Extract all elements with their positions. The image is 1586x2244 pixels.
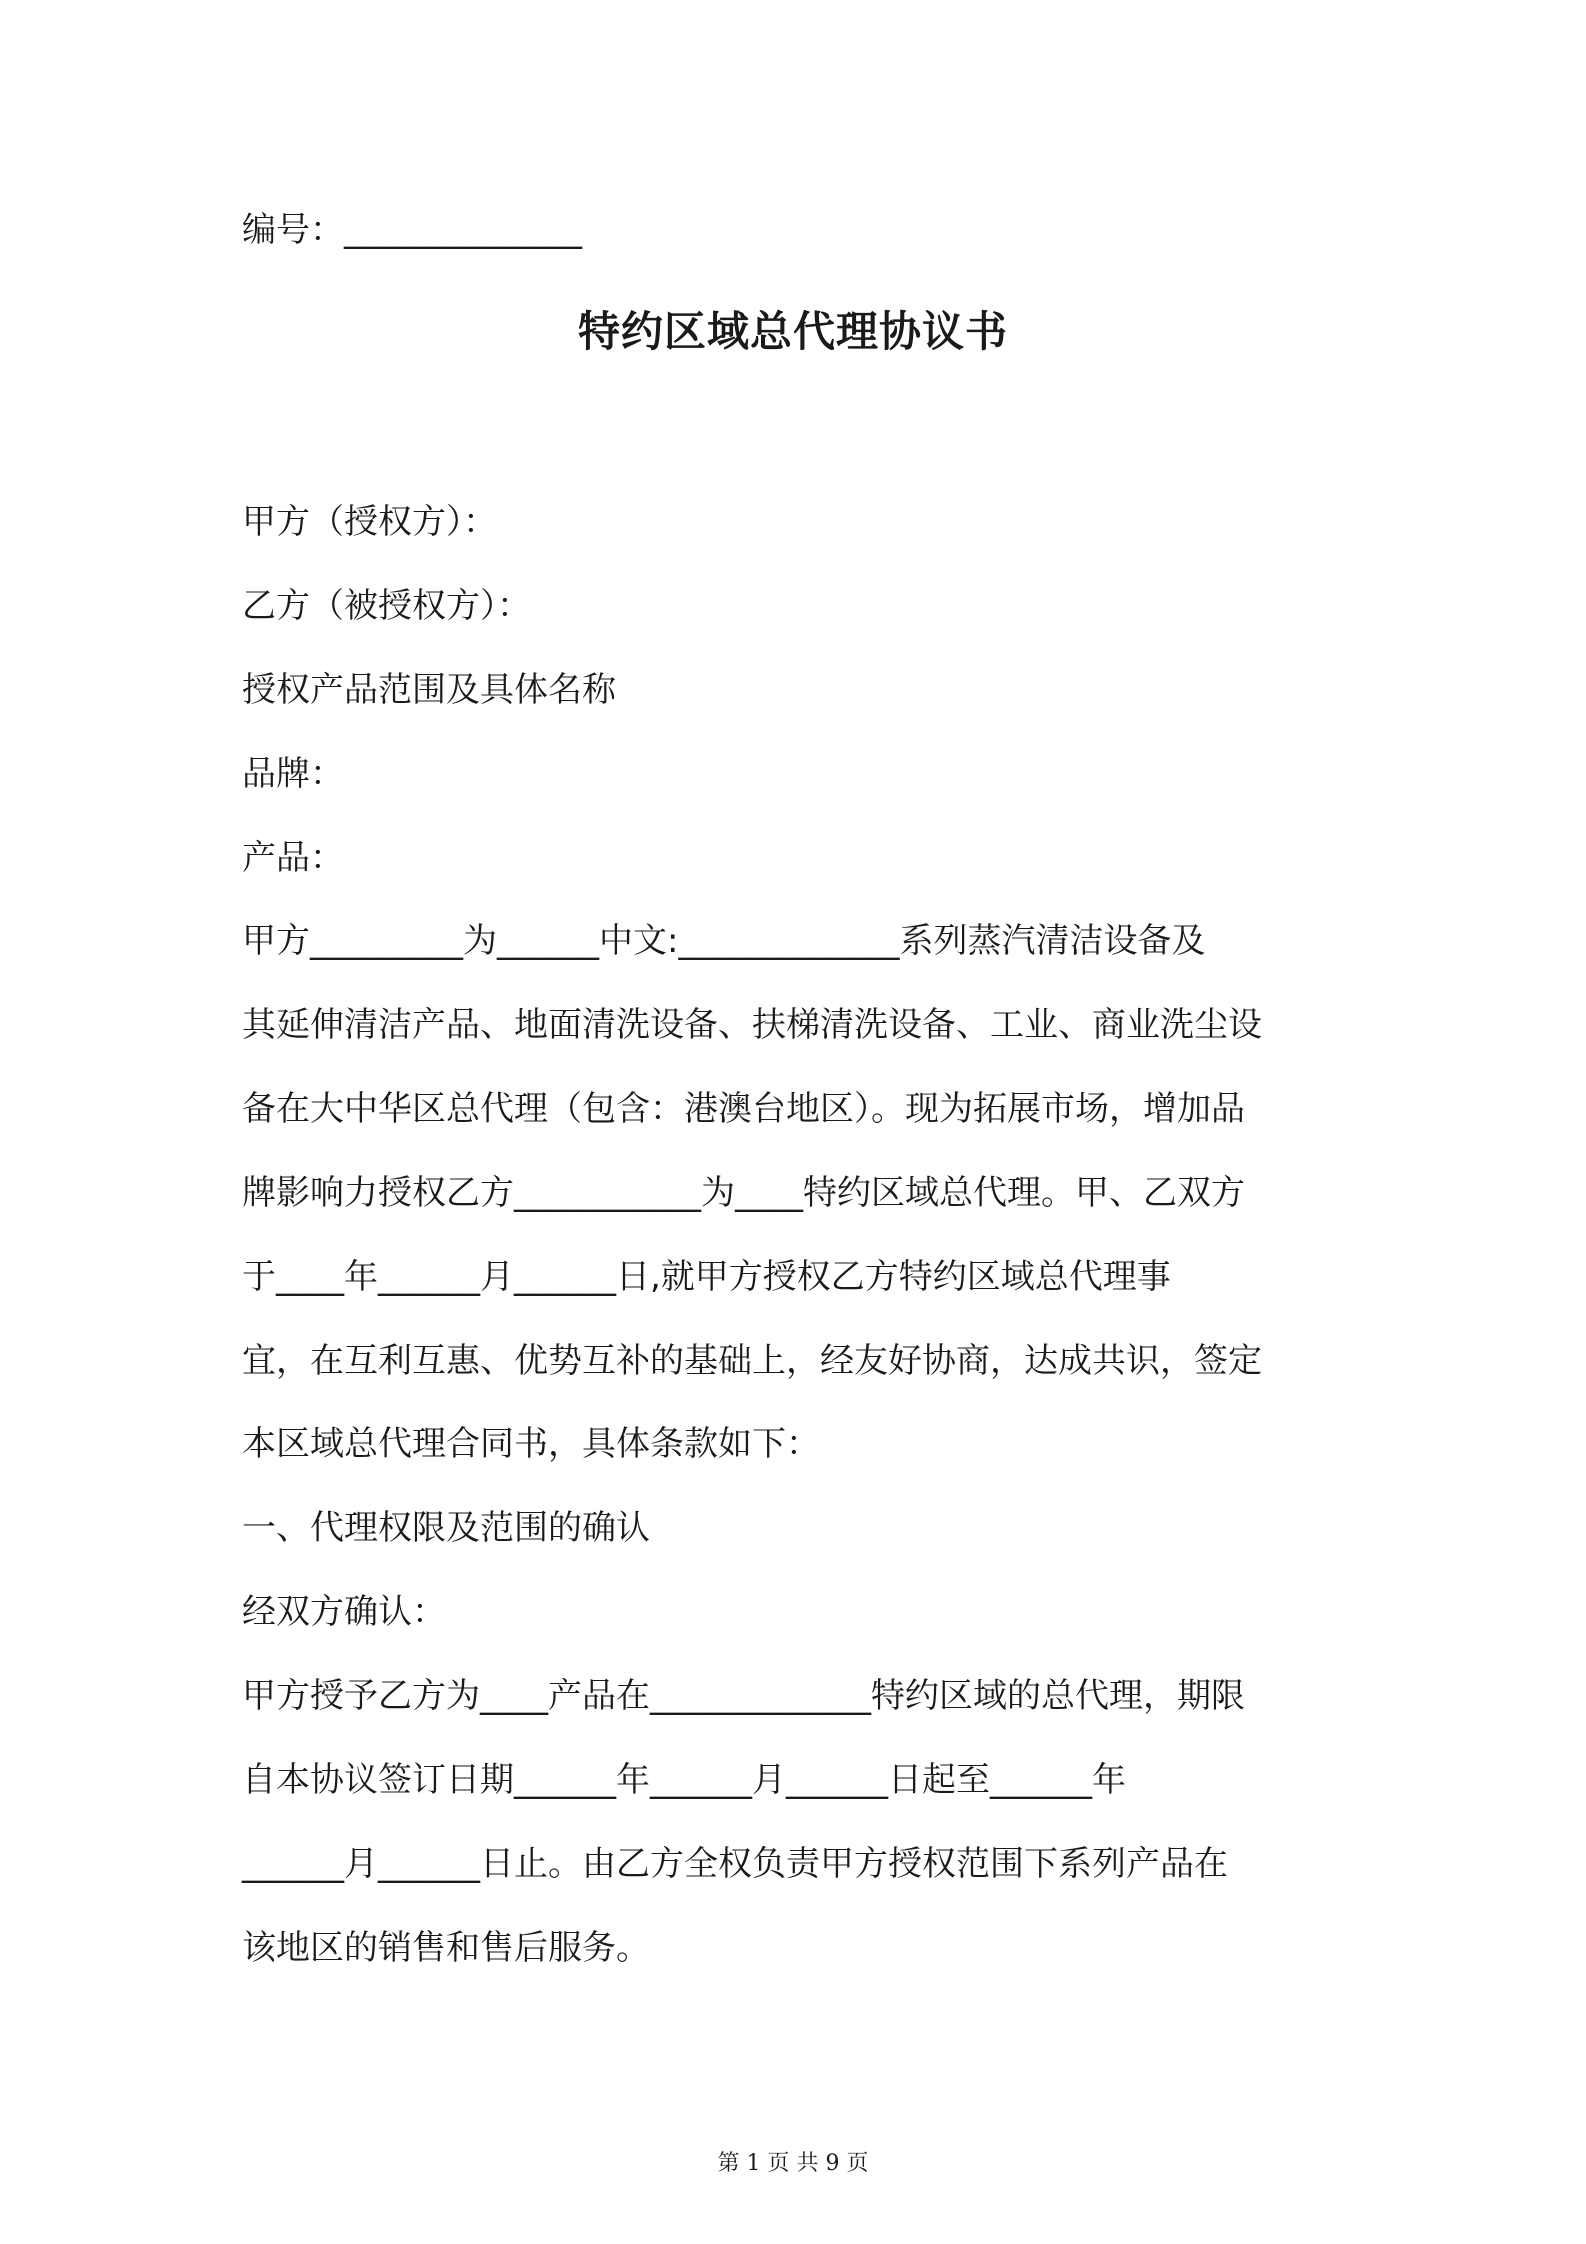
party-a-line: 甲方（授权方）： xyxy=(242,502,497,542)
page-footer: 第 1 页 共 9 页 xyxy=(717,2151,869,2176)
product-line: 产品： xyxy=(242,838,344,878)
paragraph-line: 备在大中华区总代理（包含：港澳台地区）。现为拓展市场，增加品 xyxy=(242,1089,1245,1129)
party-b-line: 乙方（被授权方）： xyxy=(242,586,531,626)
paragraph-line: 本区域总代理合同书，具体条款如下： xyxy=(242,1424,820,1464)
brand-line: 品牌： xyxy=(242,754,344,794)
paragraph-line: 于____年______月______日,就甲方授权乙方特约区域总代理事 xyxy=(242,1257,1171,1297)
section-heading: 一、代理权限及范围的确认 xyxy=(242,1508,650,1548)
paragraph-line: 自本协议签订日期______年______月______日起至______年 xyxy=(242,1760,1126,1800)
paragraph-line: 甲方_________为______中文:_____________系列蒸汽清洁设备及 xyxy=(242,921,1206,961)
contract-number: 编号：______________ xyxy=(242,210,582,250)
paragraph-line: 该地区的销售和售后服务。 xyxy=(242,1928,650,1968)
product-scope-heading: 授权产品范围及具体名称 xyxy=(242,670,616,710)
paragraph-line: 宜，在互利互惠、优势互补的基础上，经友好协商，达成共识，签定 xyxy=(242,1341,1262,1381)
document-title: 特约区域总代理协议书 xyxy=(577,307,1008,356)
confirmation-line: 经双方确认： xyxy=(242,1592,446,1632)
paragraph-line: 其延伸清洁产品、地面清洗设备、扶梯清洗设备、工业、商业洗尘设 xyxy=(242,1005,1262,1045)
paragraph-line: ______月______日止。由乙方全权负责甲方授权范围下系列产品在 xyxy=(242,1844,1228,1884)
paragraph-line: 甲方授予乙方为____产品在_____________特约区域的总代理，期限 xyxy=(242,1676,1245,1716)
paragraph-line: 牌影响力授权乙方___________为____特约区域总代理。甲、乙双方 xyxy=(242,1173,1245,1213)
